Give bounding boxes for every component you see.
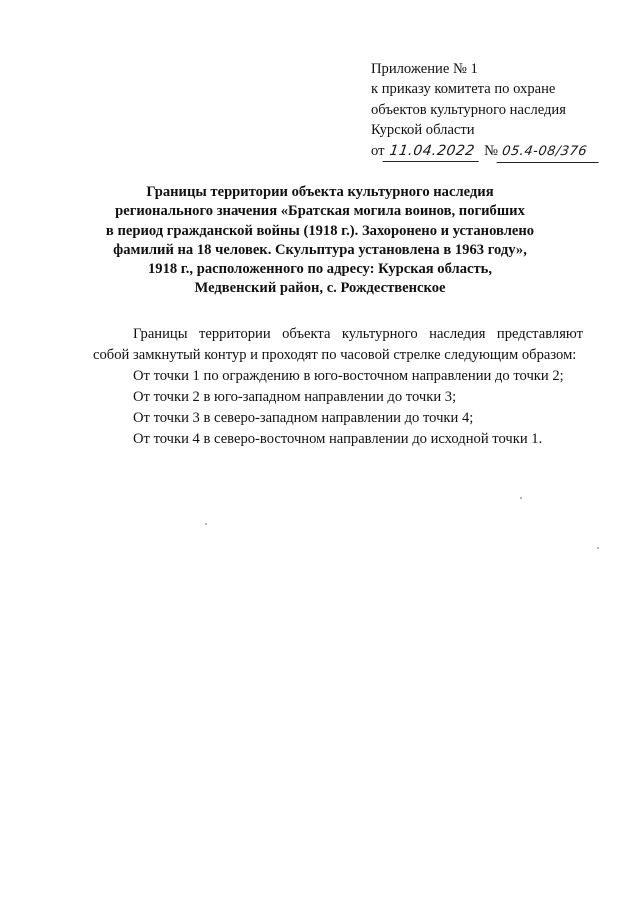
- scan-speck: [205, 523, 207, 525]
- title-line: регионального значения «Братская могила воинов, погибших: [115, 203, 525, 220]
- appendix-date-number-line: [371, 141, 621, 163]
- document-body: [93, 324, 583, 450]
- handwritten-date: 11.04.2022: [383, 141, 482, 162]
- appendix-order-ref: к приказу комитета по охране: [371, 81, 556, 98]
- appendix-header: [371, 59, 621, 163]
- title-line: 1918 г., расположенного по адресу: Курская область,: [147, 261, 493, 278]
- title-line: в период гражданской войны (1918 г.). Захоронено и установлено: [105, 222, 535, 239]
- appendix-number: Приложение № 1: [371, 61, 478, 77]
- title-line: Медвенский район, с. Рождественское: [194, 280, 446, 297]
- appendix-region: Курской области: [371, 122, 475, 139]
- scan-speck: [520, 497, 522, 499]
- list-item: От точки 4 в северо-восточном направлении до исходной точки 1.: [133, 431, 543, 447]
- list-item: От точки 3 в северо-западном направлении до точки 4;: [133, 410, 474, 426]
- list-item: От точки 2 в юго-западном направлении до точки 3;: [133, 389, 457, 405]
- document-title: [60, 183, 580, 299]
- boundary-points-list: [93, 366, 583, 450]
- title-line: Границы территории объекта культурного наследия: [146, 184, 494, 200]
- appendix-committee: объектов культурного наследия: [371, 101, 566, 118]
- scan-speck: [597, 547, 599, 549]
- from-label: от: [371, 142, 385, 159]
- list-item: От точки 1 по ограждению в юго-восточном направлении до точки 2;: [133, 368, 564, 384]
- handwritten-order-number: 05.4-08/376: [497, 142, 602, 163]
- title-line: фамилий на 18 человек. Скульптура установлена в 1963 году»,: [113, 241, 527, 258]
- intro-paragraph: Границы территории объекта культурного наследия представляют собой замкнутый контур и проходят по часовой стрелке следующим образом:: [93, 326, 583, 363]
- number-label: №: [484, 142, 499, 159]
